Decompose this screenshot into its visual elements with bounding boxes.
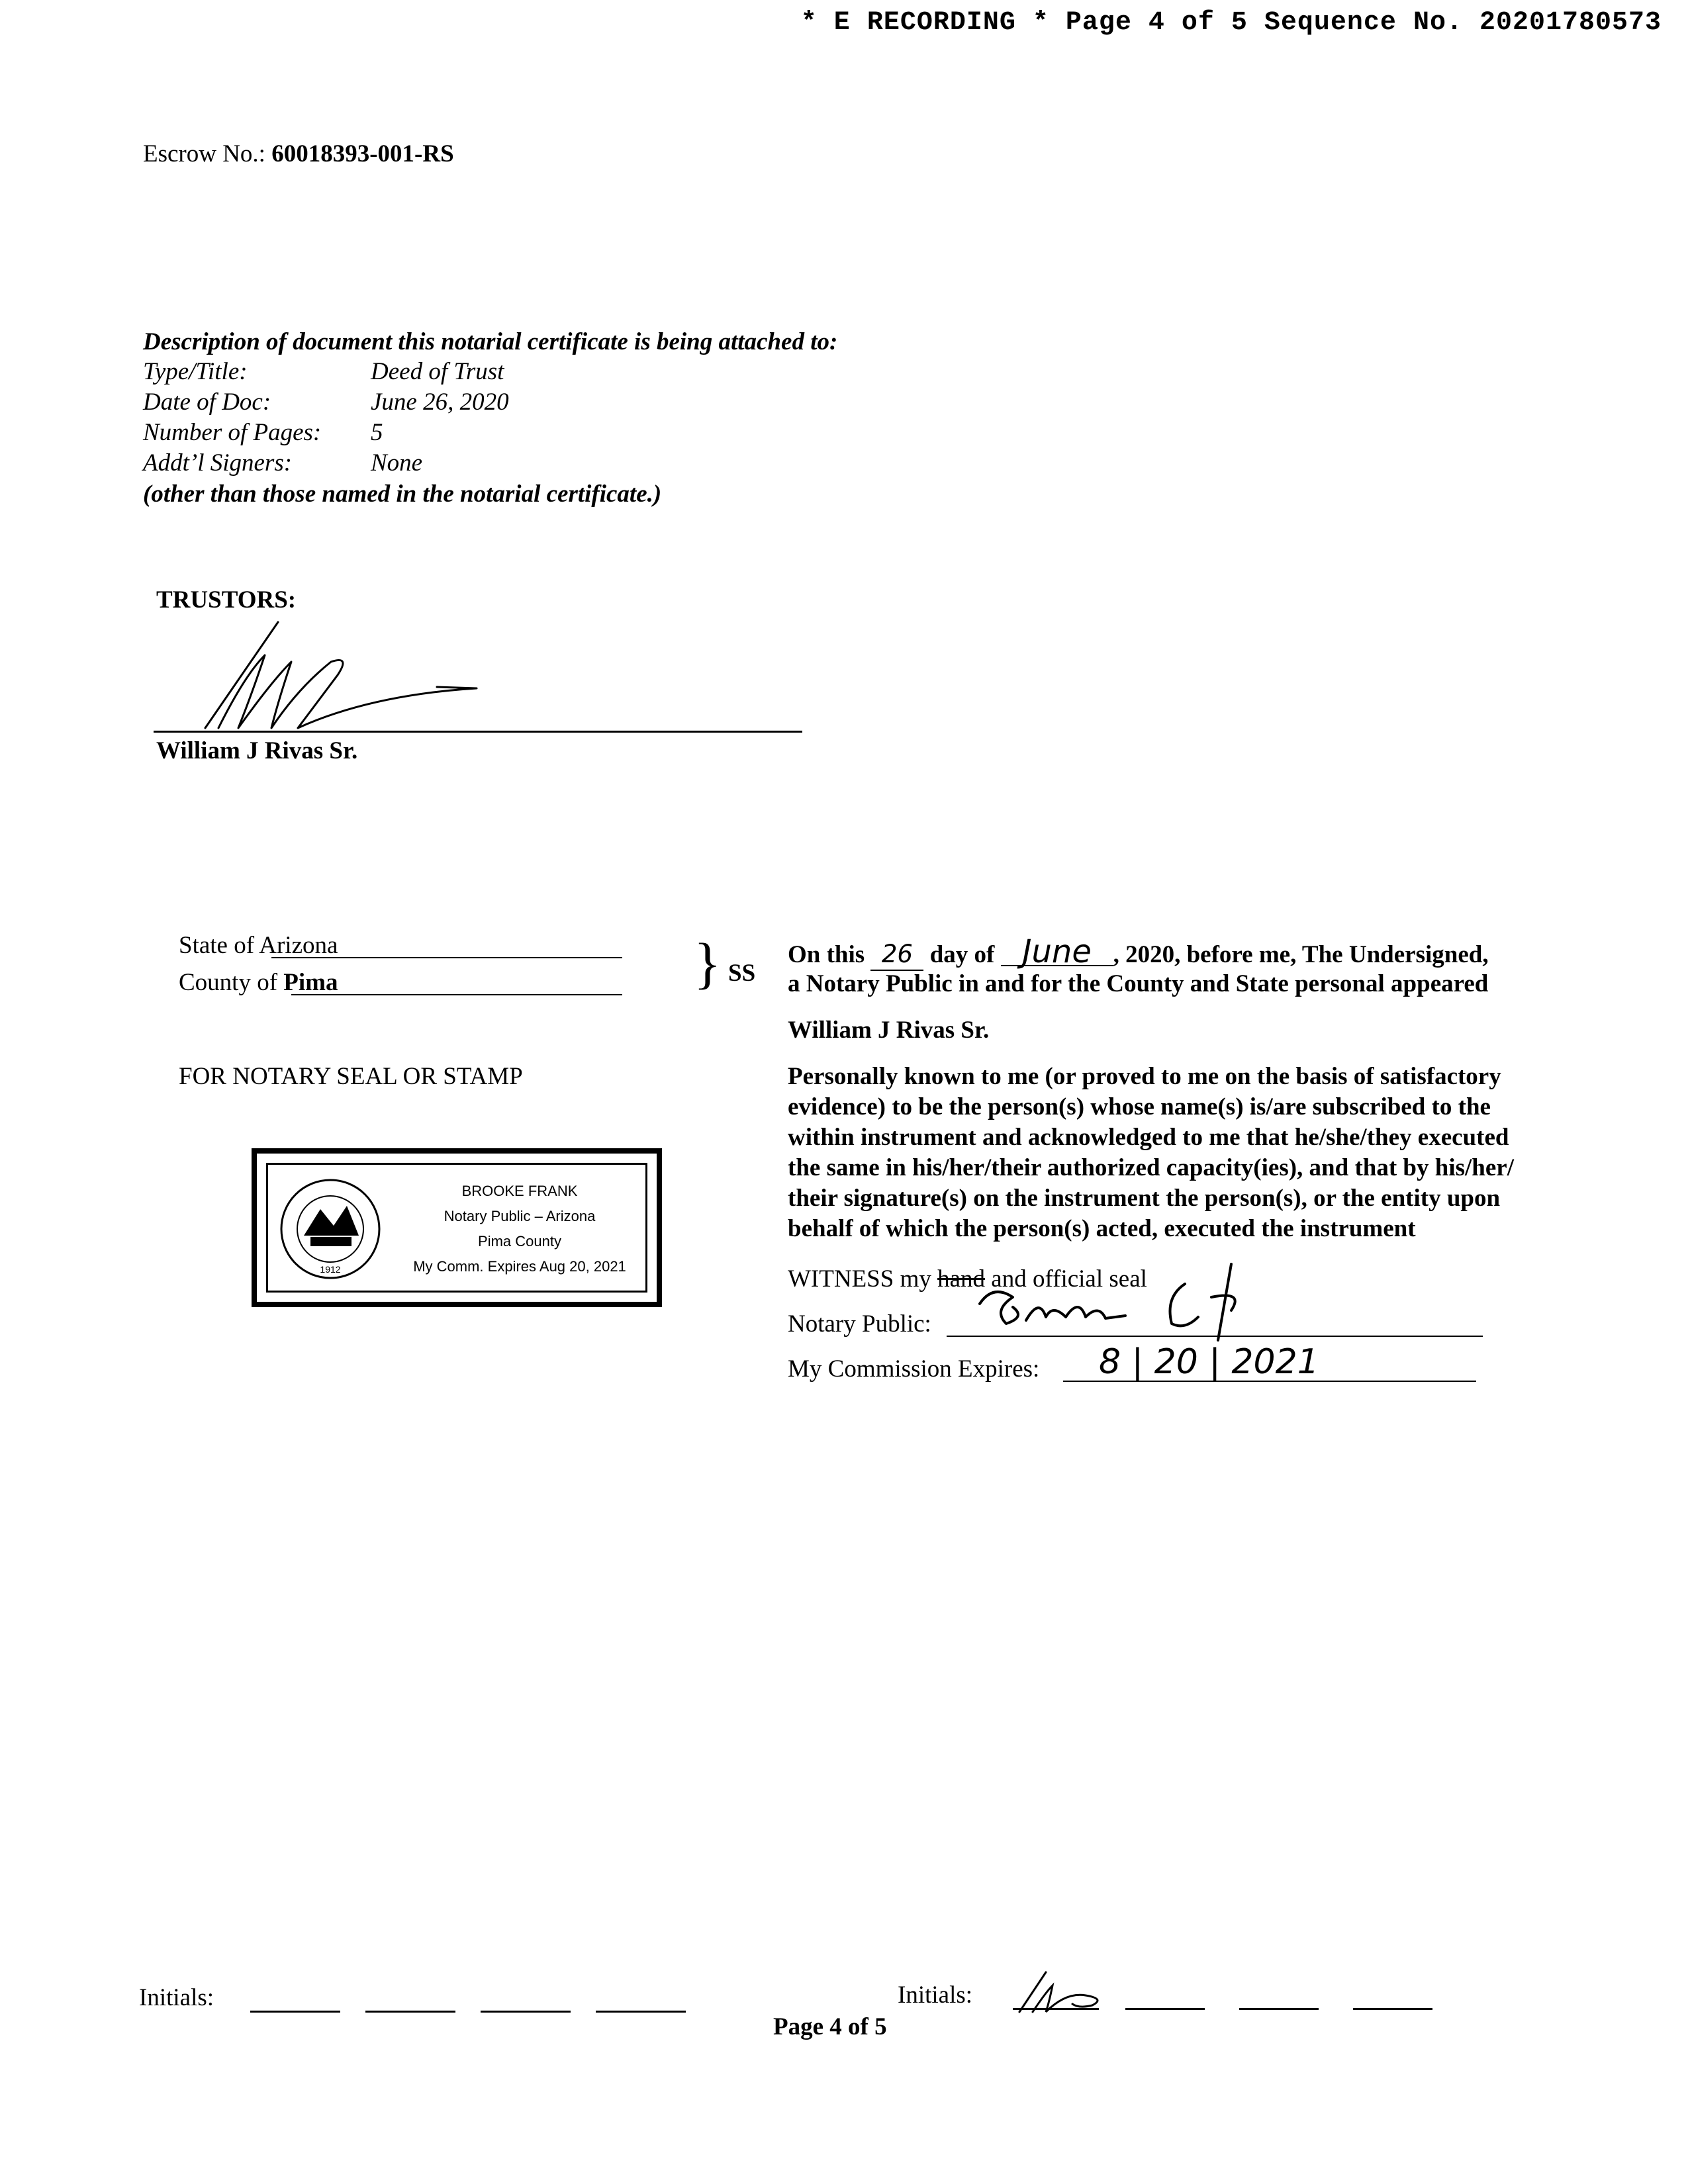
- initials-right-blank: [1239, 2008, 1319, 2010]
- ack-paragraph-line: Personally known to me (or proved to me on the basis of satisfactory: [788, 1063, 1501, 1090]
- initials-right-blank: [1013, 2008, 1099, 2010]
- notary-public-label: Notary Public:: [788, 1310, 931, 1338]
- initials-left-blank: [365, 2011, 455, 2013]
- ack-line-2: a Notary Public in and for the County and State personal appeared: [788, 970, 1489, 997]
- stamp-county: Pima County: [478, 1233, 561, 1250]
- initials-left-label: Initials:: [139, 1984, 214, 2011]
- ack-day-handwritten: 26: [870, 939, 923, 971]
- trustor-signature: [199, 615, 543, 735]
- trustor-name: William J Rivas Sr.: [156, 737, 358, 764]
- ack-month-handwritten: June: [1001, 938, 1113, 966]
- state-value: Arizona: [259, 932, 338, 959]
- county-value: Pima: [283, 969, 338, 996]
- stamp-notary-name: BROOKE FRANK: [461, 1183, 578, 1199]
- initials-right-blank: [1353, 2008, 1432, 2010]
- county-label: County of: [179, 969, 278, 996]
- commission-handwritten-date: 8 | 20 | 2021: [1099, 1342, 1319, 1382]
- trustor-initials-signature: [1013, 1966, 1119, 2019]
- trustors-heading: TRUSTORS:: [156, 586, 297, 614]
- initials-right-blank: [1125, 2008, 1205, 2010]
- description-row-label: Addt’l Signers:: [143, 449, 293, 477]
- seal-year: 1912: [320, 1264, 341, 1275]
- initials-left-blank: [481, 2011, 571, 2013]
- description-heading: Description of document this notarial certificate is being attached to:: [143, 328, 838, 355]
- ack-paragraph-line: evidence) to be the person(s) whose name(s) is/are subscribed to the: [788, 1093, 1491, 1120]
- page-number: Page 4 of 5: [773, 2013, 887, 2040]
- recording-header: * E RECORDING * Page 4 of 5 Sequence No. 20201780573: [800, 8, 1662, 38]
- description-row-value: None: [371, 449, 423, 477]
- stamp-notary-title: Notary Public – Arizona: [444, 1208, 596, 1224]
- description-row-label: Type/Title:: [143, 358, 248, 385]
- ack-paragraph-line: within instrument and acknowledged to me that he/she/they executed: [788, 1124, 1509, 1151]
- notary-signature: [966, 1257, 1284, 1343]
- witness-suffix: and official seal: [991, 1265, 1147, 1293]
- escrow-line: [143, 139, 454, 169]
- initials-left-blank: [596, 2011, 686, 2013]
- notary-stamp: [252, 1148, 662, 1307]
- description-row-label: Number of Pages:: [143, 419, 322, 446]
- description-row-value: 5: [371, 419, 383, 446]
- initials-right-label: Initials:: [898, 1981, 973, 2009]
- description-row-pages: [143, 418, 383, 447]
- description-row-signers: [143, 449, 423, 477]
- description-note: (other than those named in the notarial certificate.): [143, 480, 662, 508]
- county-underline: [291, 994, 622, 995]
- commission-label: My Commission Expires:: [788, 1355, 1040, 1383]
- ack-day-of: day of: [929, 941, 995, 968]
- witness-struck-word: hand: [937, 1265, 986, 1293]
- state-underline: [271, 957, 622, 958]
- ack-on-this: On this: [788, 941, 865, 968]
- state-seal-icon: [274, 1176, 387, 1282]
- stamp-expires: My Comm. Expires Aug 20, 2021: [413, 1258, 626, 1275]
- description-row-type: [143, 357, 504, 386]
- description-row-value: June 26, 2020: [371, 388, 509, 416]
- escrow-number: 60018393-001-RS: [271, 140, 454, 167]
- ack-paragraph: [788, 1062, 1529, 1244]
- description-row-date: [143, 388, 509, 416]
- witness-prefix: WITNESS my: [788, 1265, 931, 1293]
- initials-left-blank: [250, 2011, 340, 2013]
- ack-paragraph-line: the same in his/her/their authorized capacity(ies), and that by his/her/: [788, 1154, 1514, 1181]
- description-row-value: Deed of Trust: [371, 358, 504, 385]
- venue-brace: }: [694, 931, 722, 995]
- seal-label: FOR NOTARY SEAL OR STAMP: [179, 1063, 523, 1090]
- ack-appeared-name: William J Rivas Sr.: [788, 1017, 990, 1044]
- trustor-signature-line: [154, 731, 802, 733]
- ack-paragraph-line: their signature(s) on the instrument the person(s), or the entity upon: [788, 1185, 1501, 1212]
- state-label: State of: [179, 932, 255, 959]
- escrow-label: Escrow No.:: [143, 140, 265, 167]
- ack-rest-line-1: , 2020, before me, The Undersigned,: [1113, 941, 1489, 968]
- ack-paragraph-line: behalf of which the person(s) acted, executed the instrument: [788, 1215, 1416, 1242]
- venue-ss: SS: [728, 960, 756, 987]
- ack-line-1: [788, 933, 1489, 971]
- description-row-label: Date of Doc:: [143, 388, 271, 416]
